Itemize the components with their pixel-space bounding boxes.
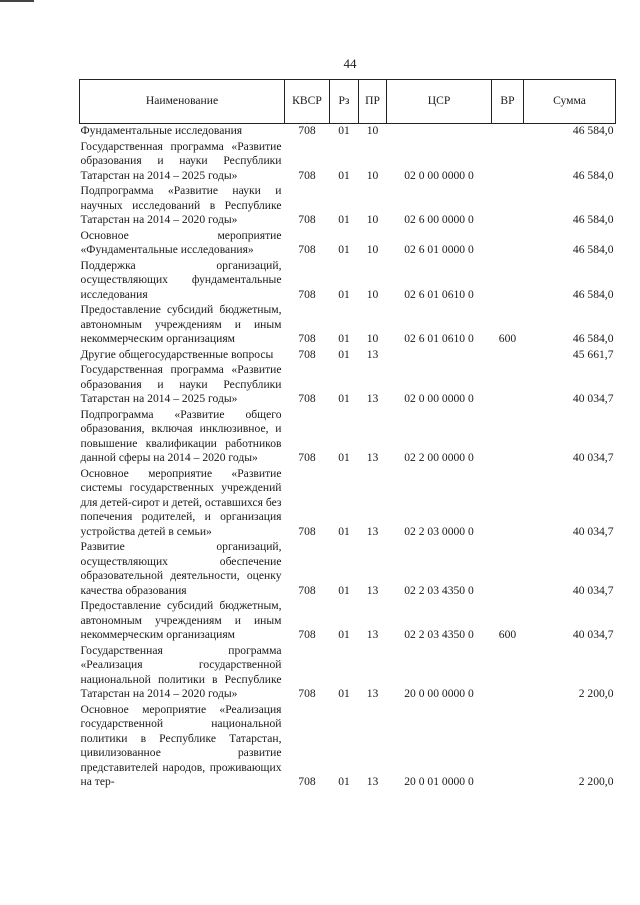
cell-csr: 02 2 03 4350 0 [404,628,474,641]
cell-csr: 02 6 00 0000 0 [404,213,474,226]
cell-csr: 02 6 01 0000 0 [404,243,474,256]
cell-vr [492,703,524,791]
cell-sum: 2 200,0 [578,775,614,788]
cell-rz: 01 [338,124,350,137]
cell-csr [387,124,492,140]
header-kvsr: КВСР [285,80,330,124]
cell-sum: 40 034,7 [572,583,614,597]
cell-kvsr: 708 [298,332,316,345]
cell-vr [492,140,524,185]
header-rz: Рз [330,80,359,124]
cell-rz: 01 [338,775,350,788]
cell-kvsr: 708 [298,168,316,182]
cell-vr [492,644,524,703]
cell-csr: 20 0 01 0000 0 [404,775,474,788]
cell-vr [492,229,524,259]
cell-vr [492,184,524,229]
table-row [80,363,616,408]
cell-pr: 13 [366,451,379,464]
cell-name: Основное мероприятие «Развитие системы государственных учреждений для детей-сирот и детей, оставшихся без попечения родителей, и организация устройства детей в семьи» [80,466,282,538]
cell-pr: 13 [366,347,379,361]
table-row [80,467,616,541]
cell-kvsr: 708 [298,392,316,405]
header-sum: Сумма [524,80,616,124]
cell-vr [492,348,524,364]
header-csr: ЦСР [387,80,492,124]
cell-name: Другие общегосударственные вопросы [80,347,274,361]
cell-rz: 01 [338,213,350,226]
cell-name: Подпрограмма «Развитие науки и научных исследований в Республике Татарстан на 2014 – 2020 годы» [80,184,282,226]
header-name: Наименование [80,80,285,124]
cell-rz: 01 [338,628,350,641]
table-row [80,229,616,259]
cell-rz: 01 [338,347,350,361]
cell-kvsr: 708 [298,451,316,464]
cell-kvsr: 708 [298,628,316,641]
scan-corner-mark [0,0,34,2]
cell-vr [492,363,524,408]
cell-vr: 600 [498,628,517,641]
table-row [80,124,616,140]
cell-pr: 13 [366,775,379,788]
table-row [80,140,616,185]
cell-name: Предоставление субсидий бюджетным, автономным учреждениям и иным некоммерческим организациям [80,303,282,345]
cell-vr: 600 [498,332,517,345]
budget-table [79,79,616,791]
header-pr: ПР [359,80,387,124]
cell-csr: 20 0 00 0000 0 [404,687,474,700]
cell-rz: 01 [338,332,350,345]
cell-sum: 46 584,0 [572,332,614,345]
cell-sum: 46 584,0 [572,124,614,137]
cell-kvsr: 708 [298,583,316,597]
cell-csr: 02 2 03 4350 0 [404,583,474,597]
cell-vr [492,124,524,140]
cell-csr: 02 0 00 0000 0 [404,168,474,182]
cell-sum: 46 584,0 [572,168,614,182]
cell-vr [492,408,524,467]
cell-sum: 40 034,7 [572,524,614,538]
cell-name: Основное мероприятие «Фундаментальные исследования» [80,228,282,256]
cell-sum: 40 034,7 [572,451,614,464]
cell-name: Подпрограмма «Развитие общего образования, включая инклюзивное, и повышение квалификации работников данной сферы на 2014 – 2020 годы» [80,407,282,464]
cell-name: Государственная программа «Развитие образования и науки Республики Татарстан на 2014 – 2025 годы» [80,139,282,182]
cell-sum: 46 584,0 [572,287,614,301]
page-number: 44 [343,56,357,71]
cell-sum: 46 584,0 [572,213,614,226]
cell-name: Предоставление субсидий бюджетным, автономным учреждениям и иным некоммерческим организациям [80,599,282,641]
cell-name: Государственная программа «Развитие образования и науки Республики Татарстан на 2014 – 2025 годы» [80,363,282,405]
cell-rz: 01 [338,392,350,405]
cell-csr: 02 2 00 0000 0 [404,451,474,464]
cell-vr [492,540,524,599]
cell-kvsr: 708 [298,687,316,700]
cell-rz: 01 [338,583,350,597]
cell-csr: 02 6 01 0610 0 [404,287,474,301]
cell-csr: 02 2 03 0000 0 [404,524,474,538]
cell-kvsr: 708 [298,243,316,256]
cell-name: Основное мероприятие «Реализация государственной национальной политики в Республике Татарстан, цивилизованное развитие представителей народов, проживающих на тер- [80,702,282,788]
table-row [80,303,616,348]
cell-sum: 40 034,7 [572,628,614,641]
cell-pr: 10 [366,213,379,226]
cell-sum: 45 661,7 [572,347,614,361]
cell-pr: 13 [366,628,379,641]
cell-name: Поддержка организаций, осуществляющих фундаментальные исследования [80,258,282,301]
table-row [80,703,616,791]
cell-csr [387,348,492,364]
cell-kvsr: 708 [298,124,316,137]
cell-name: Развитие организаций, осуществляющих обеспечение образовательной деятельности, оценку качества образования [80,540,282,597]
table-row [80,599,616,644]
cell-rz: 01 [338,243,350,256]
cell-pr: 10 [366,243,379,256]
cell-sum: 46 584,0 [572,243,614,256]
table-row [80,348,616,364]
table-body [80,124,616,791]
cell-rz: 01 [338,287,350,301]
cell-kvsr: 708 [298,287,316,301]
cell-sum: 2 200,0 [578,687,614,700]
cell-rz: 01 [338,524,350,538]
cell-name: Фундаментальные исследования [80,124,243,137]
cell-pr: 10 [366,124,379,137]
cell-pr: 13 [366,392,379,405]
cell-pr: 13 [366,524,379,538]
cell-kvsr: 708 [298,213,316,226]
cell-vr [492,259,524,304]
cell-kvsr: 708 [298,347,316,361]
cell-csr: 02 0 00 0000 0 [404,392,474,405]
cell-rz: 01 [338,451,350,464]
cell-kvsr: 708 [298,775,316,788]
cell-vr [492,467,524,541]
cell-rz: 01 [338,168,350,182]
cell-pr: 13 [366,687,379,700]
table-row [80,540,616,599]
table-row [80,644,616,703]
cell-pr: 10 [366,168,379,182]
table-row [80,259,616,304]
cell-sum: 40 034,7 [572,392,614,405]
cell-csr: 02 6 01 0610 0 [404,332,474,345]
cell-name: Государственная программа «Реализация государственной национальной политики в Республике Татарстан на 2014 – 2020 годы» [80,643,282,700]
cell-pr: 13 [366,583,379,597]
header-vr: ВР [492,80,524,124]
table-row [80,184,616,229]
cell-pr: 10 [366,287,379,301]
table-header-row [80,80,616,124]
cell-kvsr: 708 [298,524,316,538]
cell-pr: 10 [366,332,379,345]
table-row [80,408,616,467]
cell-rz: 01 [338,687,350,700]
